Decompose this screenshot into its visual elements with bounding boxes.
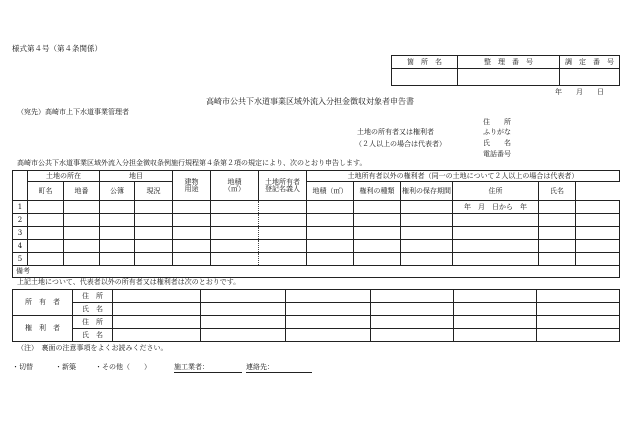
contact-field[interactable] <box>246 364 312 373</box>
registered-owner-header: 土地所有者 登記名義人 <box>259 171 307 201</box>
rights-name-field[interactable] <box>454 329 537 342</box>
land-category-header: 地目 <box>100 171 173 182</box>
addressee: （宛先）高崎市上下水道事業管理者 <box>17 108 129 116</box>
table-cell[interactable] <box>307 227 354 240</box>
applicant-name-label: 氏 名 <box>483 139 511 147</box>
building-use-header: 建物 用途 <box>173 171 211 201</box>
table-cell[interactable] <box>539 253 576 266</box>
table-row <box>13 201 620 214</box>
table-cell[interactable] <box>576 253 620 266</box>
table-cell[interactable] <box>259 253 307 266</box>
table-cell[interactable] <box>28 227 64 240</box>
owner-address-field[interactable] <box>286 290 371 303</box>
table-cell[interactable] <box>173 201 211 214</box>
table-cell[interactable] <box>100 240 135 253</box>
rights-address-field[interactable] <box>454 316 537 329</box>
applicant-address-label: 住 所 <box>483 118 511 126</box>
row-number: 5 <box>13 253 28 266</box>
table-cell[interactable] <box>354 240 401 253</box>
table-row <box>13 240 620 253</box>
location-header: 土地の所在 <box>28 171 100 182</box>
option-other[interactable]: ・その他（ ） <box>95 363 151 371</box>
table-cell[interactable] <box>307 253 354 266</box>
table-row <box>13 227 620 240</box>
table-cell[interactable] <box>173 214 211 227</box>
retention-period-cell[interactable]: 年 月 日から 年 <box>453 201 539 214</box>
current-state-header: 現況 <box>135 182 173 201</box>
table-cell[interactable] <box>64 253 100 266</box>
table-cell[interactable] <box>539 214 576 227</box>
remarks-row <box>13 266 620 278</box>
table-cell[interactable] <box>307 240 354 253</box>
rights-type-header: 権利の種類 <box>354 182 401 201</box>
contact-label: 連絡先： <box>246 363 274 371</box>
table-cell[interactable] <box>453 227 539 240</box>
office-header-control-number: 整 理 番 号 <box>458 56 560 69</box>
rights-area-header: 地積（㎡） <box>307 182 354 201</box>
rights-name-label: 氏 名 <box>73 329 113 342</box>
table-cell[interactable] <box>354 227 401 240</box>
rights-name-header: 氏名 <box>539 182 576 201</box>
town-header: 町名 <box>28 182 64 201</box>
rights-address-field[interactable] <box>537 316 620 329</box>
owner-name-field[interactable] <box>371 303 454 316</box>
table-cell[interactable] <box>453 214 539 227</box>
owner-address-field[interactable] <box>201 290 286 303</box>
owner-name-field[interactable] <box>286 303 371 316</box>
table-cell[interactable] <box>259 227 307 240</box>
owner-name-field[interactable] <box>113 303 201 316</box>
owner-address-field[interactable] <box>537 290 620 303</box>
owner-name-field[interactable] <box>454 303 537 316</box>
owner-address-field[interactable] <box>113 290 201 303</box>
table-cell[interactable] <box>354 201 401 214</box>
office-use-box <box>391 55 620 86</box>
rights-holder-label: 権 利 者 <box>13 316 73 342</box>
office-header-assessment-number: 調 定 番 号 <box>560 56 620 69</box>
table-cell[interactable] <box>211 214 259 227</box>
table-cell[interactable] <box>100 227 135 240</box>
table-cell[interactable] <box>100 201 135 214</box>
contractor-field[interactable] <box>174 364 242 373</box>
office-location-field[interactable] <box>392 69 458 86</box>
rights-address-field[interactable] <box>286 316 371 329</box>
table-cell[interactable] <box>64 240 100 253</box>
registry-header: 公簿 <box>100 182 135 201</box>
row-number: 3 <box>13 227 28 240</box>
note-text: （注） 裏面の注意事項をよくお読みください。 <box>17 344 168 352</box>
table-cell[interactable] <box>259 240 307 253</box>
table-cell[interactable] <box>211 253 259 266</box>
contractor-label: 施工業者： <box>174 363 209 371</box>
table-cell[interactable] <box>401 201 453 214</box>
office-control-number-field[interactable] <box>458 69 560 86</box>
table-cell[interactable] <box>28 240 64 253</box>
office-assessment-number-field[interactable] <box>560 69 620 86</box>
owner-name-label: 氏 名 <box>73 303 113 316</box>
table-cell[interactable] <box>135 253 173 266</box>
rights-name-field[interactable] <box>286 329 371 342</box>
owner-address-field[interactable] <box>371 290 454 303</box>
table-cell[interactable] <box>211 240 259 253</box>
lot-number-header: 地番 <box>64 182 100 201</box>
table-cell[interactable] <box>64 201 100 214</box>
table-cell[interactable] <box>211 201 259 214</box>
table-cell[interactable] <box>401 240 453 253</box>
row-number: 2 <box>13 214 28 227</box>
row-number: 4 <box>13 240 28 253</box>
table-cell[interactable] <box>135 240 173 253</box>
owner-name-field[interactable] <box>537 303 620 316</box>
owner-name-field[interactable] <box>201 303 286 316</box>
land-area-header: 地積 （㎡） <box>211 171 259 201</box>
owner-address-label: 住 所 <box>73 290 113 303</box>
table-cell[interactable] <box>28 253 64 266</box>
table-cell[interactable] <box>259 201 307 214</box>
table-cell[interactable] <box>539 227 576 240</box>
table-cell[interactable] <box>135 227 173 240</box>
date-line: 年 月 日 <box>555 88 604 96</box>
row-number: 1 <box>13 201 28 214</box>
table-cell[interactable] <box>173 240 211 253</box>
form-number: 様式第４号（第４条関係） <box>12 44 102 53</box>
rights-address-field[interactable] <box>113 316 201 329</box>
table-cell[interactable] <box>307 201 354 214</box>
table-cell[interactable] <box>401 227 453 240</box>
table-cell[interactable] <box>64 214 100 227</box>
rights-address-field[interactable] <box>371 316 454 329</box>
table-cell[interactable] <box>259 214 307 227</box>
applicant-role-note: （２人以上の場合は代表者） <box>355 140 446 148</box>
rights-name-field[interactable] <box>113 329 201 342</box>
remarks-label[interactable]: 備考 <box>13 266 620 278</box>
table-cell[interactable] <box>453 253 539 266</box>
other-holders-table <box>12 289 620 342</box>
table-cell[interactable] <box>539 240 576 253</box>
office-header-location: 箇 所 名 <box>392 56 458 69</box>
option-switch[interactable]: ・切替 <box>12 363 33 371</box>
retention-period-header: 権利の保存期間 <box>401 182 453 201</box>
table-cell[interactable] <box>307 214 354 227</box>
table-cell[interactable] <box>100 214 135 227</box>
table-row <box>13 214 620 227</box>
table-cell[interactable] <box>100 253 135 266</box>
table-row <box>13 253 620 266</box>
rights-name-field[interactable] <box>537 329 620 342</box>
table-cell[interactable] <box>173 227 211 240</box>
owner-address-field[interactable] <box>454 290 537 303</box>
table-cell[interactable] <box>354 214 401 227</box>
land-table <box>12 170 620 278</box>
rights-address-label: 住 所 <box>73 316 113 329</box>
applicant-role: 土地の所有者又は権利者 <box>357 128 434 136</box>
table-cell[interactable] <box>354 253 401 266</box>
table-cell[interactable] <box>576 201 620 214</box>
table-cell[interactable] <box>211 227 259 240</box>
rights-name-field[interactable] <box>201 329 286 342</box>
option-new-build[interactable]: ・新築 <box>55 363 76 371</box>
applicant-phone-label: 電話番号 <box>483 150 511 158</box>
table-cell[interactable] <box>28 214 64 227</box>
table-cell[interactable] <box>173 253 211 266</box>
rights-address-header: 住所 <box>453 182 539 201</box>
table-cell[interactable] <box>64 227 100 240</box>
table-cell[interactable] <box>576 227 620 240</box>
rights-name-field[interactable] <box>371 329 454 342</box>
table-cell[interactable] <box>135 201 173 214</box>
table-cell[interactable] <box>453 240 539 253</box>
table-cell[interactable] <box>28 201 64 214</box>
table-cell[interactable] <box>401 214 453 227</box>
table-cell[interactable] <box>539 201 576 214</box>
table-cell[interactable] <box>576 240 620 253</box>
applicant-furigana-label: ふりがな <box>483 128 511 136</box>
owner-label: 所 有 者 <box>13 290 73 316</box>
declaration-text: 高崎市公共下水道事業区域外流入分担金徴収条例施行規程第４条第２項の規定により、次のとおり申告します。 <box>17 159 367 167</box>
representative-note: 上記土地について、代表者以外の所有者又は権利者は次のとおりです。 <box>17 278 241 286</box>
table-cell[interactable] <box>401 253 453 266</box>
form-title: 高崎市公共下水道事業区域外流入分担金徴収対象者申告書 <box>206 97 414 106</box>
table-cell[interactable] <box>576 214 620 227</box>
other-rights-holder-header: 土地所有者以外の権利者（同一の土地について２人以上の場合は代表者） <box>307 171 620 182</box>
rights-address-field[interactable] <box>201 316 286 329</box>
table-cell[interactable] <box>135 214 173 227</box>
